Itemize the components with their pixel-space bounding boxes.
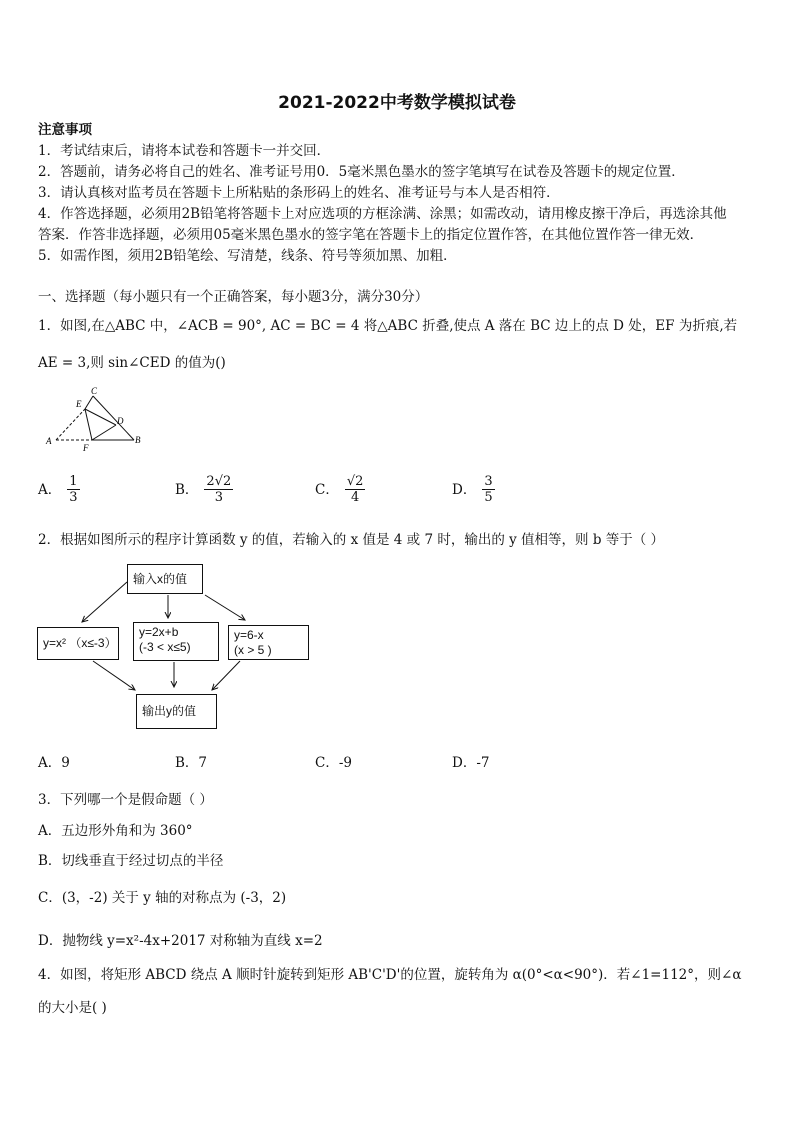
q1-option-a[interactable]: A． $\frac{1}{3}$ — [38, 474, 78, 505]
question-2-text: 2．根据如图所示的程序计算函数 y 的值，若输入的 x 值是 4 或 7 时，输出的 y 值相等，则 b 等于（ ） — [38, 532, 665, 548]
q1-option-c[interactable]: C． $\frac{√2}{4}$ — [315, 474, 364, 505]
flow-mid-box: y=2x+b (-3 < x≤5) — [133, 622, 219, 661]
label-b: B — [135, 435, 141, 445]
question-4-text-2: 的大小是( ) — [38, 1000, 107, 1016]
q1-option-d[interactable]: D． $\frac{3}{5}$ — [452, 474, 493, 505]
q3-option-a[interactable]: A．五边形外角和为 360° — [38, 823, 193, 839]
q2-option-b[interactable]: B．7 — [175, 755, 208, 771]
notice-item: 5．如需作图，须用2B铅笔绘、写清楚，线条、符号等须加黑、加粗． — [38, 248, 457, 264]
q2-option-c[interactable]: C．-9 — [315, 755, 352, 771]
notice-item: 4．作答选择题，必须用2B铅笔将答题卡上对应选项的方框涂满、涂黑；如需改动，请用橡皮擦干净后，再选涂其他 — [38, 206, 727, 222]
section-heading: 一、选择题（每小题只有一个正确答案，每小题3分，满分30分） — [38, 289, 429, 305]
notice-item: 答案．作答非选择题，必须用05毫米黑色墨水的签字笔在答题卡上的指定位置作答，在其他位置作答一律无效． — [38, 227, 704, 243]
question-3-text: 3．下列哪一个是假命题（ ） — [38, 792, 213, 808]
q3-option-c[interactable]: C．(3，-2) 关于 y 轴的对称点为 (-3，2) — [38, 890, 287, 906]
notice-item: 2．答题前，请务必将自己的姓名、准考证号用0．5毫米黑色墨水的签字笔填写在试卷及答题卡的规定位置． — [38, 164, 685, 180]
question-4-text: 4．如图，将矩形 ABCD 绕点 A 顺时针旋转到矩形 AB'C'D'的位置，旋转角为 α(0°<α<90°)．若∠1=112°，则∠α — [38, 967, 742, 983]
label-f: F — [83, 443, 89, 453]
q2-option-d[interactable]: D．-7 — [452, 755, 490, 771]
q2-option-a[interactable]: A．9 — [38, 755, 70, 771]
label-c: C — [91, 386, 98, 396]
question-1-text-2: AE = 3,则 sin∠CED 的值为() — [38, 355, 226, 371]
page-title: 2021-2022中考数学模拟试卷 — [278, 93, 516, 113]
flow-left-box: y=x² （x≤-3） — [37, 627, 119, 660]
label-e: E — [76, 399, 82, 409]
flow-input-box: 输入x的值 — [127, 564, 203, 594]
notice-item: 1．考试结束后，请将本试卷和答题卡一并交回． — [38, 143, 331, 159]
q3-option-b[interactable]: B．切线垂直于经过切点的半径 — [38, 853, 224, 869]
label-a: A — [46, 436, 52, 446]
question-1-text: 1．如图,在△ABC 中，∠ACB = 90°, AC = BC = 4 将△ABC 折叠,使点 A 落在 BC 边上的点 D 处，EF 为折痕,若 — [38, 318, 738, 334]
flow-output-box: 输出y的值 — [136, 694, 217, 729]
q1-option-b[interactable]: B． $\frac{2√2}{3}$ — [175, 474, 232, 505]
q3-option-d[interactable]: D．抛物线 y=x²-4x+2017 对称轴为直线 x=2 — [38, 933, 323, 949]
notice-heading: 注意事项 — [38, 122, 92, 138]
label-d: D — [117, 416, 124, 426]
notice-item: 3．请认真核对监考员在答题卡上所粘贴的条形码上的姓名、准考证号与本人是否相符． — [38, 185, 560, 201]
flow-right-box: y=6-x (x > 5 ) — [228, 625, 309, 660]
